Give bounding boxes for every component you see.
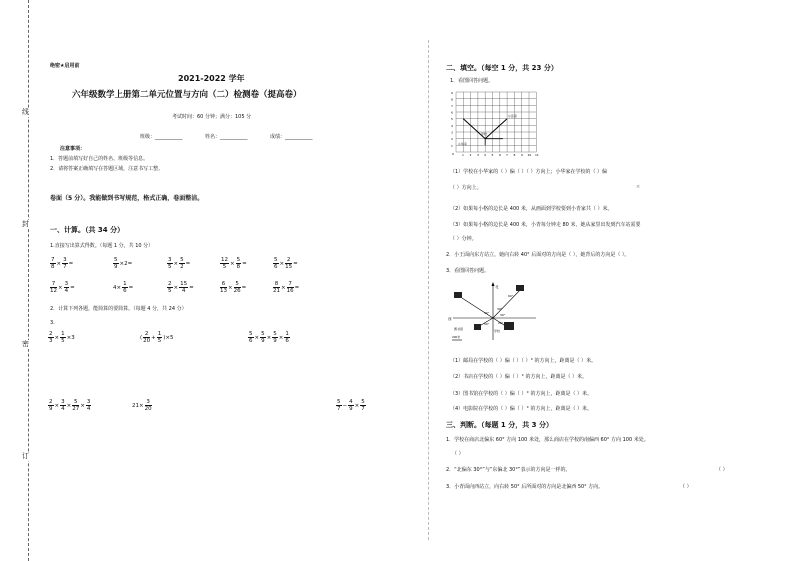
- fill-3-3: （3）图书馆在学校的（ ）偏（ ）° 的方向上，距离是（ ）米。: [450, 391, 593, 397]
- angle-label: 30°: [500, 313, 506, 317]
- svg-text:7: 7: [451, 104, 453, 108]
- fill-1-1b: （ ）方向上。: [450, 185, 482, 191]
- notes-title: 注意事项：: [60, 146, 86, 152]
- section1-title: 一、计算。（共 34 分）: [50, 226, 125, 234]
- question-2: 2．计算下列各题，能简算的要简算。（每题 4 分，共 24 分）: [50, 306, 187, 312]
- neatness-note: 卷面（5 分）。我能做到书写规范，格式正确，卷面整洁。: [50, 195, 204, 202]
- calc-item: $\frac{7}{8}$ × $\frac{3}{7}$ =: [51, 257, 74, 270]
- svg-text:7: 7: [506, 153, 508, 157]
- simplify-item: 21× $\frac{3}{20}$: [132, 399, 152, 412]
- gutter-label: 线: [22, 108, 29, 116]
- svg-text:9: 9: [521, 153, 523, 157]
- question-3-number: 3.: [50, 320, 55, 326]
- svg-text:6: 6: [451, 110, 453, 115]
- calc-item: $\frac{5}{9}$ ×2=: [114, 257, 133, 270]
- s2-question-2: 2．小王面向东方站立，她向右转 40° 后面对的方向是（ ），她背后的方向是（ ）。: [446, 252, 630, 258]
- stray-mark-icon: ×: [636, 184, 641, 190]
- class-field[interactable]: 班级：___________: [140, 134, 183, 140]
- calc-item: $\frac{7}{12}$ × $\frac{3}{4}$ =: [50, 281, 75, 294]
- svg-text:2: 2: [451, 137, 453, 141]
- simplify-item: $\frac{5}{6}$ × $\frac{5}{9}$ × $\frac{5}{9}$ × $\frac{1}{6}$: [249, 331, 289, 344]
- exam-year: 2021-2022 学年: [178, 74, 245, 83]
- svg-text:2: 2: [469, 153, 472, 157]
- binding-gutter: [0, 0, 42, 561]
- exam-title: 六年级数学上册第二单元位置与方向（二）检测卷（提高卷）: [72, 90, 302, 100]
- cut-line: [28, 0, 29, 561]
- compass-map-figure: [448, 280, 538, 344]
- grid-map-figure: [448, 88, 544, 160]
- fill-1-3: （3）如果每小格的边长是 400 米，小青每分钟走 80 米，她从家里出发到汽车站需要: [450, 222, 641, 228]
- angle-label: 20°: [498, 321, 504, 325]
- north-label: 北: [495, 285, 499, 289]
- svg-text:4: 4: [451, 124, 453, 128]
- gutter-label: 订: [22, 452, 29, 460]
- svg-text:4: 4: [484, 153, 486, 157]
- judge-2: 2．“北偏东 30°”与“东偏北 30°”表示的方向是一样的。: [446, 467, 571, 473]
- simplify-item: $\frac{2}{3}$ × $\frac{1}{5}$ ×3: [49, 331, 75, 344]
- simplify-item: $\frac{5}{7}$ − $\frac{4}{9}$ × $\frac{5}{7}$: [337, 399, 365, 412]
- calc-item: $\frac{6}{13}$ × $\frac{5}{26}$ =: [220, 281, 247, 294]
- calc-item: $\frac{12}{5}$ × $\frac{5}{8}$ =: [221, 257, 247, 270]
- svg-text:5: 5: [451, 117, 453, 121]
- angle-label: 30°: [497, 307, 503, 311]
- gutter-label: 密: [22, 340, 29, 348]
- angle-label: 60°: [508, 294, 514, 298]
- judge-1: 1．学校在商店北偏东 60° 方向 100 米处，那么商店在学校的南偏西 60° 方向 100 米处。: [446, 437, 649, 443]
- section3-title: 三、判断。（每题 1 分，共 3 分）: [446, 421, 553, 429]
- simplify-item: $\frac{2}{9}$ × $\frac{3}{4}$ × $\frac{5}{27}$ × $\frac{3}{4}$: [49, 399, 91, 412]
- judge-3-blank[interactable]: （ ）: [680, 484, 692, 490]
- judge-3: 3．小青面向西站立，向右转 50° 后所面对的方向是北偏西 50° 方向。: [446, 484, 604, 490]
- school-label: 学校: [481, 132, 488, 136]
- gutter-label: 封: [22, 220, 29, 228]
- scale-label: 200米: [452, 335, 461, 339]
- calc-item: $\frac{8}{21}$ × $\frac{7}{16}$ =: [273, 281, 300, 294]
- judge-2-blank[interactable]: （ ）: [716, 467, 728, 473]
- section2-title: 二、填空。（每空 1 分，共 23 分）: [446, 64, 558, 72]
- fill-3-2: （2）书店在学校的（ ）偏（ ）° 的方向上，距离是（ ）米。: [450, 374, 588, 380]
- calc-item: $\frac{5}{6}$ × $\frac{2}{15}$ =: [274, 257, 298, 270]
- svg-text:6: 6: [499, 153, 501, 157]
- svg-text:1: 1: [462, 153, 464, 157]
- fill-3-1: （1）邮局在学校的（ ）偏（ ）（ ）° 的方向上，距离是（ ）米。: [450, 358, 597, 364]
- svg-text:8: 8: [513, 153, 516, 157]
- exam-info: 考试时间：60 分钟；满分：105 分: [172, 114, 252, 120]
- svg-text:8: 8: [451, 97, 453, 102]
- library-label: 图书馆: [454, 327, 464, 331]
- calc-item: $\frac{2}{5}$ × $\frac{15}{4}$ =: [168, 281, 194, 294]
- fill-1-2: （2）如果每小格的边长是 400 米，从画面到学校要到小青家共（ ）米。: [450, 206, 613, 212]
- fill-3-4: （4）电影院在学校的（ ）偏（ ）° 的方向上，距离是（ ）米。: [450, 406, 593, 412]
- angle-label: 50°: [484, 322, 490, 326]
- secret-mark: 绝密★启用前: [50, 63, 80, 69]
- school-label: 学校: [494, 329, 501, 333]
- score-field[interactable]: 成绩：___________: [270, 134, 313, 140]
- home-label: 小华家: [458, 142, 468, 146]
- svg-text:9: 9: [451, 91, 453, 95]
- calc-item: 4× $\frac{1}{6}$ =: [113, 281, 134, 294]
- s2-question-3: 3．看图回答问题。: [446, 268, 490, 274]
- fill-1-1: （1）学校在小华家的（ ）偏（ ）（ ）方向上；小华家在学校的（ ）偏: [450, 169, 608, 175]
- svg-text:11: 11: [535, 153, 539, 157]
- west-label: 西: [448, 317, 452, 321]
- judge-1-blank[interactable]: （ ）: [452, 451, 464, 457]
- simplify-item: ( $\frac{2}{20}$ + $\frac{1}{5}$ )×5: [140, 331, 174, 344]
- fill-1-3b: （ ）分钟。: [450, 236, 477, 242]
- svg-text:3: 3: [451, 130, 453, 135]
- note-item: 1．答题前填写好自己的姓名、班级等信息。: [50, 156, 149, 162]
- svg-text:5: 5: [491, 153, 494, 157]
- calc-item: $\frac{3}{5}$ × $\frac{5}{2}$ =: [168, 257, 191, 270]
- svg-text:10: 10: [527, 153, 532, 157]
- angle-label: 30°: [484, 311, 490, 315]
- question-1: 1.直接写出算式得数。（每题 1 分，共 10 分）: [50, 243, 154, 249]
- svg-text:3: 3: [477, 153, 479, 157]
- note-item: 2．请将答案正确填写在答题区域，注意书写工整。: [50, 166, 164, 172]
- s2-question-1: 1．看图回答问题。: [450, 78, 494, 84]
- zhang-label: 小张家: [508, 114, 518, 118]
- svg-text:1: 1: [451, 144, 453, 148]
- name-field[interactable]: 姓名：___________: [205, 134, 248, 140]
- svg-text:0: 0: [452, 152, 454, 156]
- fold-line: [428, 40, 429, 540]
